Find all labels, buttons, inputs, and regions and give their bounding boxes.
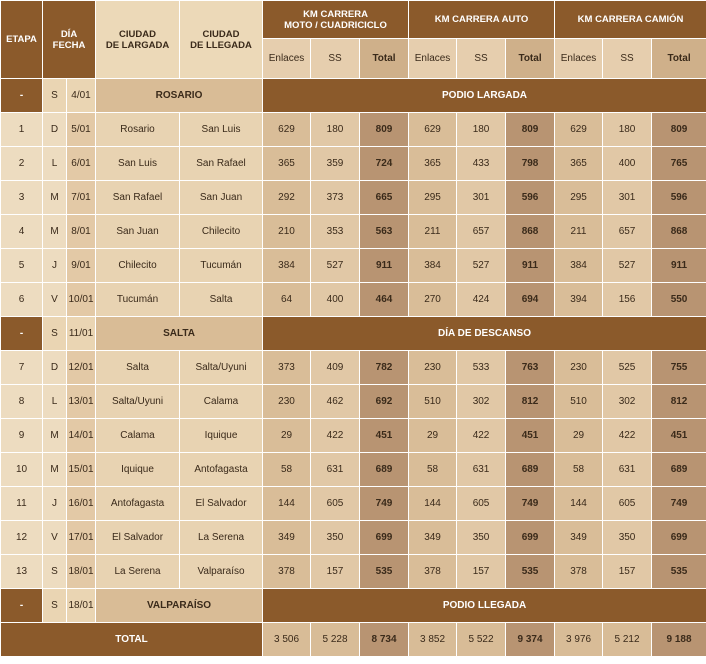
etapa-cell: 8 <box>1 385 43 419</box>
dia-cell: D <box>43 113 67 147</box>
ss-cell: 433 <box>457 147 506 181</box>
enlaces-cell: 210 <box>263 215 311 249</box>
fecha-cell: 6/01 <box>67 147 96 181</box>
stage-row <box>1 147 706 181</box>
etapa-cell: - <box>1 317 43 351</box>
etapa-cell: 13 <box>1 555 43 589</box>
enlaces-cell: 29 <box>555 419 603 453</box>
enlaces-cell: 365 <box>555 147 603 181</box>
total-km-cell: 749 <box>506 487 555 521</box>
total-km-cell: 535 <box>360 555 409 589</box>
fecha-cell: 4/01 <box>67 79 96 113</box>
total-km-cell: 911 <box>506 249 555 283</box>
city-cell: ROSARIO <box>96 79 263 113</box>
stage-row <box>1 555 706 589</box>
enlaces-cell: 230 <box>263 385 311 419</box>
dia-cell: M <box>43 453 67 487</box>
enlaces-cell: 144 <box>409 487 457 521</box>
ss-cell: 301 <box>457 181 506 215</box>
ss-cell: 462 <box>311 385 360 419</box>
etapa-cell: 1 <box>1 113 43 147</box>
dia-cell: S <box>43 317 67 351</box>
special-row <box>1 589 706 623</box>
header-dia-fecha <box>43 1 96 79</box>
total-km-cell: 464 <box>360 283 409 317</box>
note-cell: PODIO LARGADA <box>263 79 706 113</box>
fecha-cell: 17/01 <box>67 521 96 555</box>
stage-row <box>1 215 706 249</box>
ss-cell: 400 <box>311 283 360 317</box>
enlaces-cell: 378 <box>263 555 311 589</box>
ss-cell: 353 <box>311 215 360 249</box>
enlaces-cell: 211 <box>409 215 457 249</box>
total-km-cell: 911 <box>652 249 706 283</box>
enlaces-cell: 378 <box>555 555 603 589</box>
enlaces-cell: 270 <box>409 283 457 317</box>
fecha-cell: 7/01 <box>67 181 96 215</box>
total-label: TOTAL <box>1 623 263 657</box>
etapa-cell: 2 <box>1 147 43 181</box>
enlaces-cell: 64 <box>263 283 311 317</box>
stage-row <box>1 419 706 453</box>
enlaces-cell: 365 <box>263 147 311 181</box>
total-km-cell: 868 <box>652 215 706 249</box>
enlaces-cell: 230 <box>409 351 457 385</box>
dia-cell: S <box>43 79 67 113</box>
header-auto: KM CARRERA AUTO <box>409 1 555 39</box>
special-row <box>1 317 706 351</box>
subheader-ss: SS <box>311 39 360 79</box>
total-km-cell: 765 <box>652 147 706 181</box>
note-cell: DÍA DE DESCANSO <box>263 317 706 351</box>
ss-cell: 302 <box>603 385 652 419</box>
llegada-cell: Iquique <box>180 419 263 453</box>
total-km-cell: 451 <box>360 419 409 453</box>
total-km-cell: 809 <box>360 113 409 147</box>
ss-cell: 359 <box>311 147 360 181</box>
total-km-cell: 868 <box>506 215 555 249</box>
ss-cell: 350 <box>457 521 506 555</box>
enlaces-cell: 29 <box>263 419 311 453</box>
enlaces-cell: 144 <box>263 487 311 521</box>
header-llegada-line2: DE LLEGADA <box>190 39 252 51</box>
subheader-total: Total <box>506 39 555 79</box>
enlaces-cell: 384 <box>409 249 457 283</box>
fecha-cell: 8/01 <box>67 215 96 249</box>
enlaces-cell: 295 <box>409 181 457 215</box>
dia-cell: J <box>43 249 67 283</box>
etapa-cell: 9 <box>1 419 43 453</box>
total-cell: 9 374 <box>506 623 555 657</box>
dia-cell: L <box>43 147 67 181</box>
llegada-cell: Chilecito <box>180 215 263 249</box>
fecha-cell: 13/01 <box>67 385 96 419</box>
note-cell: PODIO LLEGADA <box>263 589 706 623</box>
dia-cell: V <box>43 521 67 555</box>
ss-cell: 422 <box>311 419 360 453</box>
ss-cell: 657 <box>457 215 506 249</box>
etapa-cell: 5 <box>1 249 43 283</box>
enlaces-cell: 211 <box>555 215 603 249</box>
total-km-cell: 535 <box>506 555 555 589</box>
subheader-enlaces: Enlaces <box>263 39 311 79</box>
ss-cell: 424 <box>457 283 506 317</box>
fecha-cell: 14/01 <box>67 419 96 453</box>
largada-cell: Iquique <box>96 453 180 487</box>
total-km-cell: 699 <box>360 521 409 555</box>
fecha-cell: 12/01 <box>67 351 96 385</box>
largada-cell: Calama <box>96 419 180 453</box>
subheader-enlaces: Enlaces <box>555 39 603 79</box>
ss-cell: 525 <box>603 351 652 385</box>
largada-cell: La Serena <box>96 555 180 589</box>
ss-cell: 605 <box>603 487 652 521</box>
enlaces-cell: 629 <box>263 113 311 147</box>
enlaces-cell: 58 <box>263 453 311 487</box>
dia-cell: S <box>43 589 67 623</box>
largada-cell: Chilecito <box>96 249 180 283</box>
ss-cell: 157 <box>457 555 506 589</box>
dia-cell: L <box>43 385 67 419</box>
etapa-cell: 4 <box>1 215 43 249</box>
header-dia: DÍA <box>60 28 78 40</box>
etapa-cell: 10 <box>1 453 43 487</box>
llegada-cell: Salta <box>180 283 263 317</box>
enlaces-cell: 510 <box>555 385 603 419</box>
total-cell: 9 188 <box>652 623 706 657</box>
total-km-cell: 535 <box>652 555 706 589</box>
fecha-cell: 10/01 <box>67 283 96 317</box>
total-km-cell: 809 <box>652 113 706 147</box>
enlaces-cell: 349 <box>555 521 603 555</box>
ss-cell: 422 <box>457 419 506 453</box>
subheader-total: Total <box>360 39 409 79</box>
ss-cell: 527 <box>603 249 652 283</box>
total-cell: 5 522 <box>457 623 506 657</box>
etapa-cell: - <box>1 589 43 623</box>
total-km-cell: 798 <box>506 147 555 181</box>
stage-row <box>1 453 706 487</box>
stage-row <box>1 113 706 147</box>
enlaces-cell: 373 <box>263 351 311 385</box>
header-moto-line1: KM CARRERA <box>303 8 368 20</box>
header-moto <box>263 1 409 39</box>
header-moto-line2: MOTO / CUADRICICLO <box>284 19 387 31</box>
dia-cell: V <box>43 283 67 317</box>
ss-cell: 180 <box>603 113 652 147</box>
fecha-cell: 18/01 <box>67 555 96 589</box>
total-km-cell: 596 <box>506 181 555 215</box>
etapa-cell: 7 <box>1 351 43 385</box>
total-km-cell: 665 <box>360 181 409 215</box>
ss-cell: 527 <box>457 249 506 283</box>
llegada-cell: Calama <box>180 385 263 419</box>
enlaces-cell: 629 <box>555 113 603 147</box>
ss-cell: 605 <box>457 487 506 521</box>
header-llegada-line1: CIUDAD <box>202 28 240 40</box>
ss-cell: 422 <box>603 419 652 453</box>
dia-cell: J <box>43 487 67 521</box>
ss-cell: 180 <box>457 113 506 147</box>
subheader-total: Total <box>652 39 706 79</box>
dia-cell: M <box>43 215 67 249</box>
header-largada-line1: CIUDAD <box>119 28 156 40</box>
ss-cell: 631 <box>457 453 506 487</box>
largada-cell: San Rafael <box>96 181 180 215</box>
ss-cell: 631 <box>603 453 652 487</box>
ss-cell: 350 <box>311 521 360 555</box>
ss-cell: 657 <box>603 215 652 249</box>
stage-row <box>1 351 706 385</box>
header-llegada <box>180 1 263 79</box>
subheader-ss: SS <box>603 39 652 79</box>
total-km-cell: 550 <box>652 283 706 317</box>
ss-cell: 527 <box>311 249 360 283</box>
llegada-cell: San Juan <box>180 181 263 215</box>
enlaces-cell: 349 <box>409 521 457 555</box>
enlaces-cell: 384 <box>263 249 311 283</box>
largada-cell: Tucumán <box>96 283 180 317</box>
total-km-cell: 699 <box>506 521 555 555</box>
total-km-cell: 689 <box>652 453 706 487</box>
fecha-cell: 16/01 <box>67 487 96 521</box>
total-km-cell: 694 <box>506 283 555 317</box>
enlaces-cell: 510 <box>409 385 457 419</box>
etapa-cell: 12 <box>1 521 43 555</box>
ss-cell: 373 <box>311 181 360 215</box>
etapa-cell: 6 <box>1 283 43 317</box>
enlaces-cell: 58 <box>555 453 603 487</box>
enlaces-cell: 292 <box>263 181 311 215</box>
llegada-cell: La Serena <box>180 521 263 555</box>
table-header <box>1 1 706 79</box>
llegada-cell: El Salvador <box>180 487 263 521</box>
total-row <box>1 623 706 657</box>
subheader-enlaces: Enlaces <box>409 39 457 79</box>
header-fecha: FECHA <box>52 39 86 51</box>
subheader-ss: SS <box>457 39 506 79</box>
llegada-cell: Tucumán <box>180 249 263 283</box>
largada-cell: Salta/Uyuni <box>96 385 180 419</box>
ss-cell: 180 <box>311 113 360 147</box>
total-km-cell: 755 <box>652 351 706 385</box>
header-largada-line2: DE LARGADA <box>105 39 170 51</box>
ss-cell: 157 <box>603 555 652 589</box>
enlaces-cell: 144 <box>555 487 603 521</box>
largada-cell: San Luis <box>96 147 180 181</box>
largada-cell: San Juan <box>96 215 180 249</box>
stage-row <box>1 283 706 317</box>
largada-cell: Salta <box>96 351 180 385</box>
enlaces-cell: 394 <box>555 283 603 317</box>
llegada-cell: Salta/Uyuni <box>180 351 263 385</box>
total-cell: 5 228 <box>311 623 360 657</box>
ss-cell: 409 <box>311 351 360 385</box>
llegada-cell: San Luis <box>180 113 263 147</box>
enlaces-cell: 378 <box>409 555 457 589</box>
enlaces-cell: 230 <box>555 351 603 385</box>
header-camion: KM CARRERA CAMIÓN <box>555 1 706 39</box>
total-km-cell: 782 <box>360 351 409 385</box>
total-km-cell: 763 <box>506 351 555 385</box>
total-km-cell: 451 <box>652 419 706 453</box>
total-km-cell: 911 <box>360 249 409 283</box>
stage-row <box>1 249 706 283</box>
total-km-cell: 812 <box>652 385 706 419</box>
ss-cell: 350 <box>603 521 652 555</box>
enlaces-cell: 58 <box>409 453 457 487</box>
ss-cell: 301 <box>603 181 652 215</box>
total-km-cell: 563 <box>360 215 409 249</box>
llegada-cell: Antofagasta <box>180 453 263 487</box>
total-km-cell: 596 <box>652 181 706 215</box>
llegada-cell: Valparaíso <box>180 555 263 589</box>
fecha-cell: 11/01 <box>67 317 96 351</box>
enlaces-cell: 629 <box>409 113 457 147</box>
enlaces-cell: 295 <box>555 181 603 215</box>
fecha-cell: 9/01 <box>67 249 96 283</box>
stage-row <box>1 385 706 419</box>
total-cell: 8 734 <box>360 623 409 657</box>
total-cell: 3 852 <box>409 623 457 657</box>
largada-cell: Antofagasta <box>96 487 180 521</box>
header-largada <box>96 1 180 79</box>
ss-cell: 400 <box>603 147 652 181</box>
ss-cell: 157 <box>311 555 360 589</box>
total-cell: 5 212 <box>603 623 652 657</box>
largada-cell: Rosario <box>96 113 180 147</box>
total-km-cell: 689 <box>506 453 555 487</box>
fecha-cell: 5/01 <box>67 113 96 147</box>
enlaces-cell: 384 <box>555 249 603 283</box>
largada-cell: El Salvador <box>96 521 180 555</box>
header-etapa: ETAPA <box>1 1 43 79</box>
ss-cell: 156 <box>603 283 652 317</box>
special-row <box>1 79 706 113</box>
ss-cell: 605 <box>311 487 360 521</box>
total-cell: 3 506 <box>263 623 311 657</box>
total-km-cell: 451 <box>506 419 555 453</box>
fecha-cell: 18/01 <box>67 589 96 623</box>
dia-cell: M <box>43 181 67 215</box>
dia-cell: M <box>43 419 67 453</box>
ss-cell: 302 <box>457 385 506 419</box>
ss-cell: 533 <box>457 351 506 385</box>
etapa-cell: - <box>1 79 43 113</box>
city-cell: SALTA <box>96 317 263 351</box>
total-km-cell: 692 <box>360 385 409 419</box>
table-body <box>1 79 706 623</box>
stage-row <box>1 181 706 215</box>
total-cell: 3 976 <box>555 623 603 657</box>
etapa-cell: 11 <box>1 487 43 521</box>
total-km-cell: 812 <box>506 385 555 419</box>
dia-cell: D <box>43 351 67 385</box>
llegada-cell: San Rafael <box>180 147 263 181</box>
enlaces-cell: 365 <box>409 147 457 181</box>
ss-cell: 631 <box>311 453 360 487</box>
total-km-cell: 749 <box>652 487 706 521</box>
stage-row <box>1 521 706 555</box>
enlaces-cell: 29 <box>409 419 457 453</box>
total-km-cell: 689 <box>360 453 409 487</box>
total-km-cell: 724 <box>360 147 409 181</box>
dia-cell: S <box>43 555 67 589</box>
total-km-cell: 699 <box>652 521 706 555</box>
total-km-cell: 749 <box>360 487 409 521</box>
etapa-cell: 3 <box>1 181 43 215</box>
enlaces-cell: 349 <box>263 521 311 555</box>
fecha-cell: 15/01 <box>67 453 96 487</box>
table-footer <box>1 623 706 657</box>
city-cell: VALPARAÍSO <box>96 589 263 623</box>
stage-row <box>1 487 706 521</box>
total-km-cell: 809 <box>506 113 555 147</box>
